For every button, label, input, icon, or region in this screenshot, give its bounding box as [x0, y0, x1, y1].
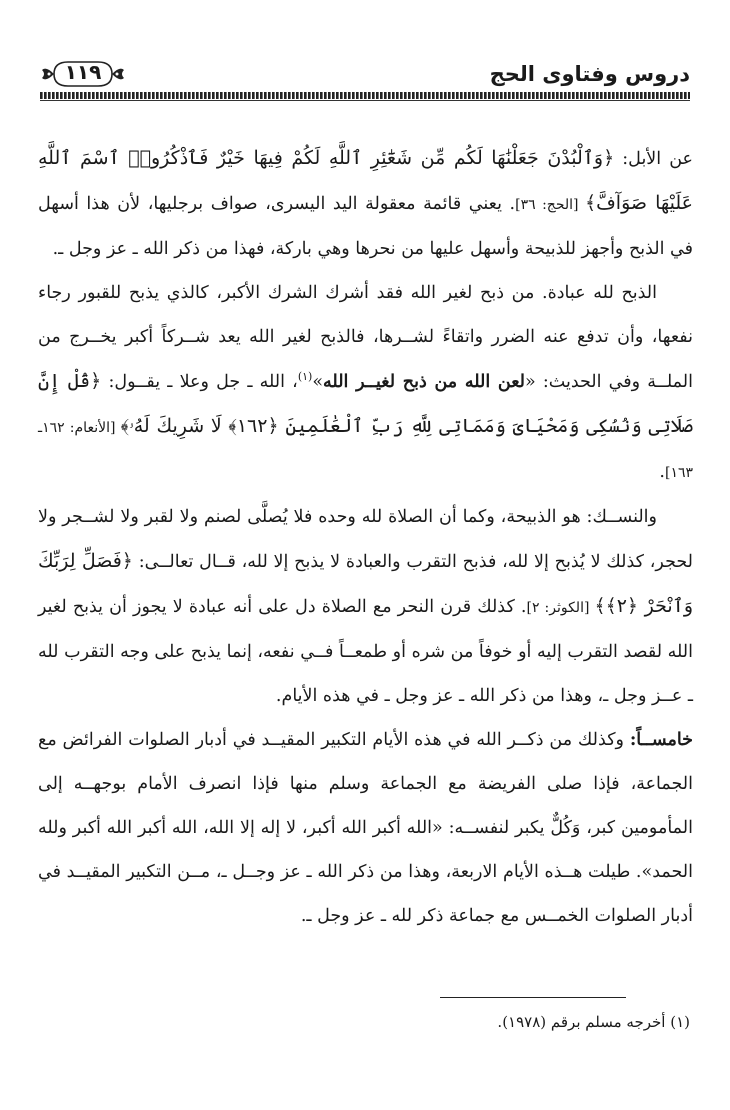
- footnote-ref: (١): [297, 370, 313, 384]
- page-number: ١١٩: [64, 60, 102, 84]
- footnote-separator: [440, 997, 626, 998]
- footnote-text: أخرجه مسلم برقم (١٩٧٨).: [497, 1013, 666, 1031]
- paragraph: [38, 136, 693, 271]
- body-text-run: ، الله ـ جل وعلا ـ يقــول:: [101, 372, 298, 392]
- body-text-run: . يعني قائمة معقولة اليد اليسرى، صواف برجليها، لأن هذا أسهل في الذبح وأجهز للذبيحة وأسهل عليها من نحرها وهي باركة، فهذا من ذكر الله ـ عز وجل ـ.: [38, 194, 693, 259]
- paragraph: [38, 271, 693, 495]
- hadith-quote: لعن الله من ذبح لغيــر الله: [323, 372, 525, 392]
- quran-verse: ﴿وَٱلْبُدْنَ جَعَلْنَٰهَا لَكُم مِّن شَعَٰٓئِرِ ٱللَّهِ لَكُمْ فِيهَا خَيْرٌ فَٱذْكُرُوا۟ ٱسْمَ ٱللَّهِ عَلَيْهَا صَوَآفَّ﴾: [38, 147, 693, 214]
- quran-verse: ﴿قُلْ إِنَّ صَلَاتِى وَنُسُكِى وَمَحْيَاىَ وَمَمَاتِى لِلَّهِ رَبِّ ٱلْعَٰلَمِينَ ﴿١٦٢﴾ لَا شَرِيكَ لَهُۥ﴾: [38, 370, 694, 437]
- paragraph: [38, 718, 693, 938]
- verse-citation: [الأنعام: ١٦٢ـ ١٦٣]: [38, 420, 693, 481]
- body-text-run: والنســك: هو الذبيحة، وكما أن الصلاة لله وحده فلا يُصلَّى لصنم ولا لقبر ولا لشــجر ولا لحجر، كذلك لا يُذبح إلا لله، فذبح التقرب والعبادة لا يذبح إلا لله، قــال تعالــى:: [38, 507, 694, 572]
- section-heading: خامســاً:: [629, 730, 693, 750]
- verse-citation: [الحج: ٣٦]: [515, 197, 585, 213]
- footnote-marker: (١): [670, 1013, 690, 1031]
- body-text-run: . كذلك قرن النحر مع الصلاة دل على أنه عبادة لا يجوز أن يذبح لغير الله لقصد التقرب إليه أو خوفاً من شره أو طمعــاً فــي نفعه، إنما يذبح على وجه التقرب لله ـ عــز وجل ـ، وهذا من ذكر الله ـ عز وجل ـ في هذه الأيام.: [38, 597, 693, 706]
- quran-verse: ﴿فَصَلِّ لِرَبِّكَ وَٱنْحَرْ ﴿٢﴾﴾: [38, 550, 693, 617]
- header-rule-edge: [40, 100, 690, 101]
- page-number-ornament: [40, 52, 126, 96]
- paragraph: [38, 495, 693, 718]
- body-text-run: عن الأبل:: [614, 149, 693, 169]
- main-text: [38, 136, 693, 938]
- footnote: [40, 1008, 690, 1036]
- body-text-run: الذبح لله عبادة. من ذبح لغير الله فقد أشرك الشرك الأكبر، كالذي يذبح للقبور رجاء نفعها، وأن تدفع عنه الضرر واتقاءً لشــرها، فالذبح لغير الله يعد شــركاً أكبر يخــرج من الملــة وفي الحديث: «: [38, 283, 693, 392]
- body-text-run: وكذلك من ذكــر الله في هذه الأيام التكبير المقيــد في أدبار الصلوات الفرائض مع الجماعة، فإذا صلى الفريضة مع الجماعة وسلم منها فإذا انصرف الأمام بوجهــه إلى المأمومين كبر، وَكُلٌّ يكبر لنفســه: «الله أكبر الله أكبر، لا إله إلا الله، الله أكبر الله أكبر ولله الحمد». طيلت هــذه الأيام الاربعة، وهذا من ذكر الله ـ عز وجــل ـ، مــن التكبير المقيــد في أدبار الصلوات الخمــس مع جماعة ذكر لله ـ عز وجل ـ.: [38, 730, 693, 926]
- book-title: دروس وفتاوى الحج: [489, 62, 690, 86]
- header-rule: [40, 92, 690, 99]
- verse-citation: [الكوثر: ٢]: [526, 600, 595, 616]
- body-text-run: .: [659, 462, 665, 482]
- body-text-run: »: [312, 372, 324, 392]
